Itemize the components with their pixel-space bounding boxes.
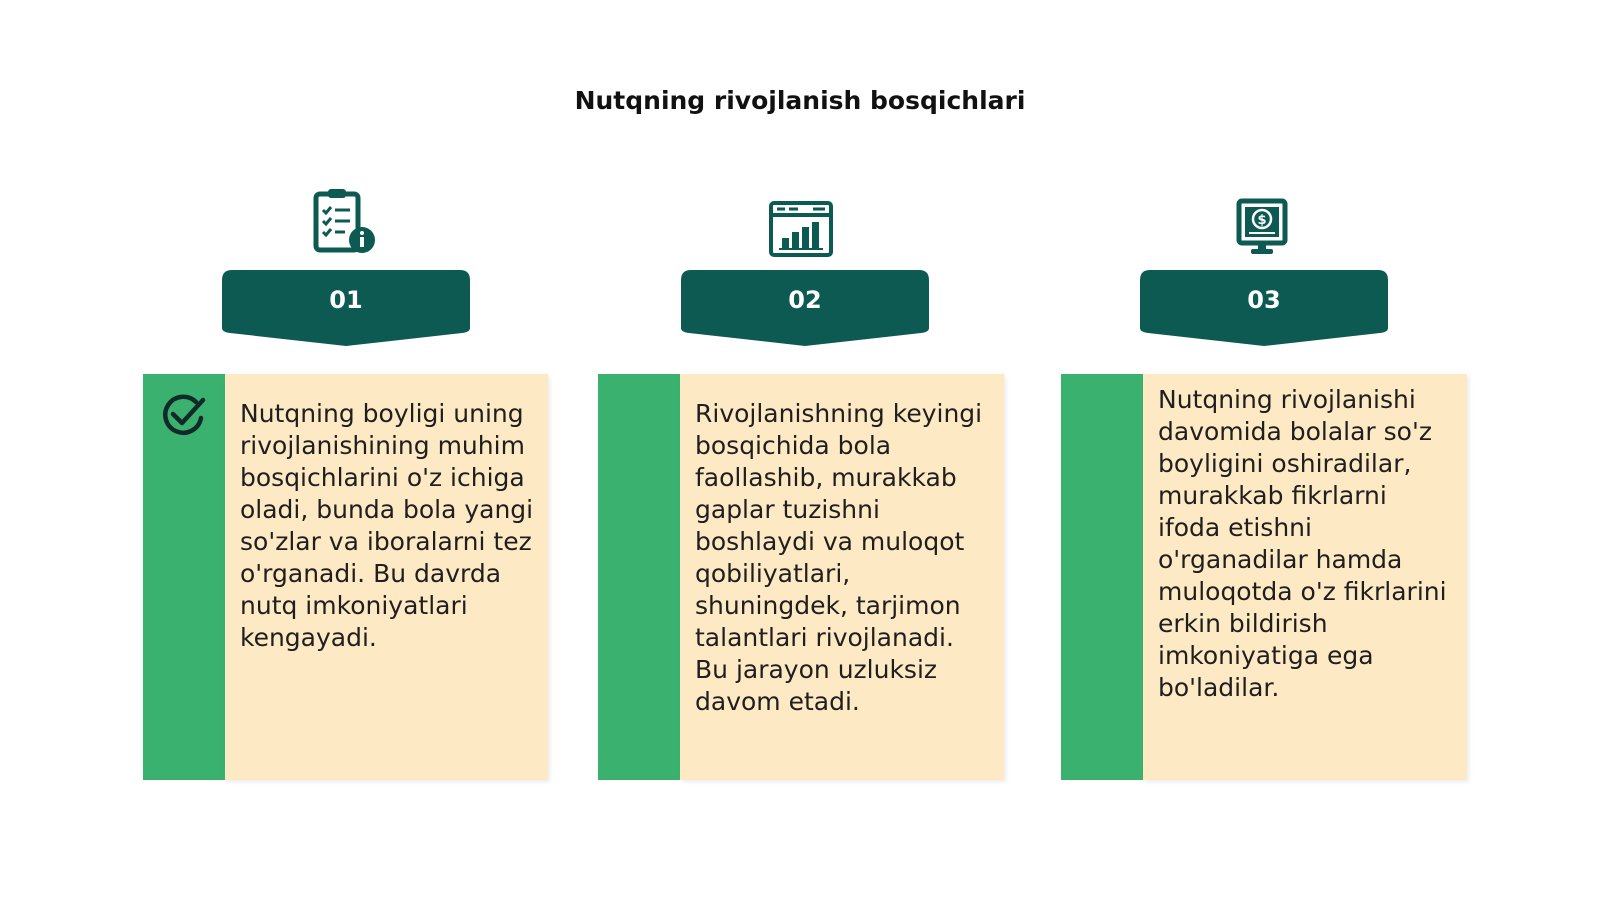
browser-bar-chart-icon [768, 200, 834, 258]
step-number: 01 [329, 286, 363, 314]
checkmark-circle-icon [162, 394, 208, 440]
step-card-01 [225, 374, 548, 780]
svg-text:$: $ [1257, 213, 1267, 228]
step-number: 03 [1247, 286, 1281, 314]
step-accent-bar [1061, 374, 1143, 780]
step-badge-01 [222, 270, 470, 350]
clipboard-checklist-info-icon [312, 188, 378, 254]
step-description: Nutqning rivojlanishi davomida bolalar so'z boyligini oshiradilar, murakkab fikrlarni ifoda etishni o'rganadilar hamda muloqotda o'z fikrlarini erkin bildirish imkoniyatiga ega bo'ladilar. [1158, 385, 1447, 702]
step-number: 02 [788, 286, 822, 314]
step-description: Nutqning boyligi uning rivojlanishining muhim bosqichlarini o'z ichiga oladi, bunda bola yangi so'zlar va iboralarni tez o'rganadi. Bu davrda nutq imkoniyatlari kengayadi. [240, 399, 534, 652]
step-description: Rivojlanishning keyingi bosqichida bola faollashib, murakkab gaplar tuzishni boshlaydi va muloqot qobiliyatlari, shuningdek, tarjimon talantlari rivojlanadi. Bu jarayon uzluksiz davom etadi. [695, 399, 983, 716]
step-card-02 [680, 374, 1004, 780]
step-badge-02 [681, 270, 929, 350]
monitor-dollar-icon [1236, 198, 1288, 256]
step-card-03 [1143, 374, 1467, 780]
page-title: Nutqning rivojlanish bosqichlari [574, 86, 1026, 115]
step-accent-bar [598, 374, 680, 780]
step-badge-03 [1140, 270, 1388, 350]
